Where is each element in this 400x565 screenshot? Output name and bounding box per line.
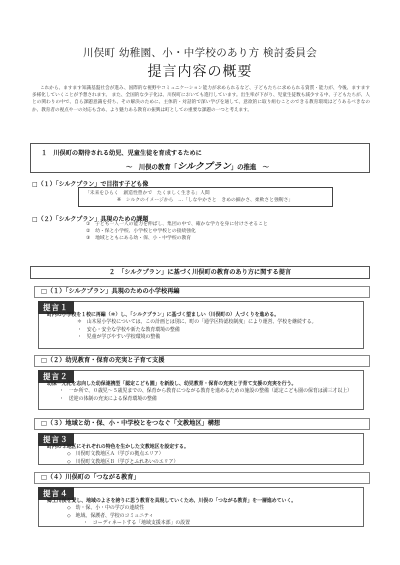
proposal3-tag: 提言３ [38,433,74,446]
sub3-heading: □（３）地域と幼・保、小・中学校とをつなぐ「文教地区」構想 [34,418,370,430]
section1-subtitle-pre: ～ 川俣の教育「 [126,163,178,171]
issue-item: ① 子ども一人一人の能力を伸ばし、集団の中で、確かな学力を身に付けさせること [86,222,268,227]
proposal1-note: ＊ 山木屋小学校については、この計画とは別に、町の「通学区特認校制度」により運営、学校を継続する。 [77,319,317,326]
item2-heading: □（２）「シルクプラン」具現のための課題 [32,216,149,223]
section1-box [30,143,370,173]
proposal3-point: ◇ 川俣町文教地区Ｂ（学びとふれあいのエリア） [67,458,179,465]
silk-image-note: ※ シルクのイメージから …「しなやかさと きめの細かさ、柔軟さと強靭さ」 [117,198,294,203]
sub1-heading: □（１）「シルクプラン」具現のための小学校再編 [34,286,370,298]
proposal2-box [38,370,364,410]
proposal2-main: 幼保一元化を志向した幼保連携型「認定こども園」を新設し、幼児教育・保育の充実と子育て支援の充実を行う。 [47,381,297,387]
child-vision-box [78,187,333,207]
issue-list [86,222,356,242]
proposal2-point: ・ 送迎の体制の充実による保育環境の整備 [59,395,157,402]
page-title [0,61,400,81]
proposal4-tag: 提言４ [38,487,74,500]
item1-heading: □（１）「シルクプラン」で目指す子ども像 [32,181,149,188]
proposal1-box [38,301,364,349]
proposal3-box [38,433,364,465]
proposal4-point: ◇ 幼・保、小・中の学びの連続性 [67,505,145,512]
proposal1-main: 町内の小学校を１校に再編（＊）し、「シルクプラン」に基づく望ましい（川俣町の）人づくりを進める。 [47,312,280,318]
proposal2-point: ・ 一か所で、０歳児〜５歳児までの、保育から教育につながる教育を進めるための施設の整備（認定こども園の保育は満三才以上） [59,388,353,395]
committee-name: 川俣町 幼稚園、小・中学校のあり方 検討委員会 [82,47,318,59]
section2-heading: ２ 「シルクプラン」に基づく川俣町の教育のあり方に関する提言 [30,266,370,279]
section1-subtitle [126,159,269,172]
proposal1-point: ・ 安心・安全な学校や新たな教育環境の整備 [77,326,180,333]
intro-paragraph: これから、ますます知識基盤社会が進み、国際的な視野やコミュニケーション能力が求められるなど、子どもたちに求められる資質・能力が、今後、ますます多様化していくことが予想されます。 また、全国的な少子化は、川俣町においても進行しています。出生率が下がり、児童生徒数も減少する中、子どもたちが、人との関わりの中で、自ら課題意識を持ち、その解決のために、主体的・対話的で深い学びを通して、意欲的に取り組むことのできる教育環境はどうあるべきなのか、教育者の視点や一の対応も含め、より魅力ある教育の振興は町としての重要な課題の一つと考えます。 [32,86,370,113]
proposal1-text [47,312,359,341]
proposal1-point: ・ 児童が学びやすい学校環境の整備 [77,333,161,340]
section1-subtitle-emphasis: シルクプラン [177,162,231,172]
sub2-heading: □（２）幼児教育・保育の充実と子育て支援 [34,355,370,367]
section1-subtitle-post: 」の推進 ～ [230,163,270,171]
proposal4-subpoint: ・ コーディネートする「地域支援本部」の設置 [83,519,191,526]
proposal1-tag: 提言１ [38,301,74,314]
proposal4-text [47,498,359,527]
proposal3-text [47,444,359,466]
sub4-heading: □（４）川俣町の「つながる教育」 [34,472,370,484]
proposal4-main: 郷土川俣を愛し、地域のよさを誇りに思う教育を具現していくため、川俣の「つながる教育」を一層進めていく。 [47,498,297,504]
proposal2-text [47,381,359,403]
proposal3-point: ◇ 川俣町文教地区Ａ（学びの拠点エリア） [67,451,164,458]
proposal4-box [38,487,364,527]
issue-item: ② 幼・保と小学校、小学校と中学校との接続強化 [86,228,196,234]
proposal4-point: ◇ 地域、保護者、学校のコミュニティ [67,512,154,519]
proposal2-tag: 提言２ [38,370,74,383]
child-vision-quote: 「未来をひらく 創造性豊かで たくましく生きる」人間 [85,191,210,196]
issue-item: ③ 地域とともにある幼・保、小・中学校の教育 [86,235,192,241]
page-title-text: 提言内容の概要 [147,64,253,80]
proposal3-main: 町内の３地区にそれぞれの特色を生かした文教地区を設定する。 [47,444,189,450]
section1-heading: １ 川俣町の期待される幼児、児童生徒を育成するために [41,150,202,157]
